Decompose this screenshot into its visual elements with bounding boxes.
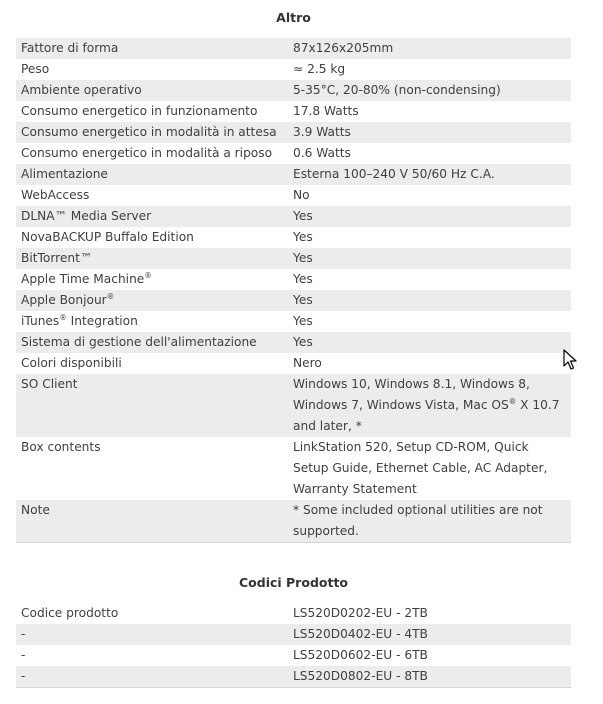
spec-label: NovaBACKUP Buffalo Edition <box>21 230 194 244</box>
spec-label: Alimentazione <box>16 164 288 185</box>
table-row <box>16 143 571 164</box>
table-row <box>16 666 571 688</box>
spec-value-cell <box>288 374 571 437</box>
table-row <box>16 311 571 332</box>
spec-value: 87x126x205mm <box>288 38 571 59</box>
table-row <box>16 122 571 143</box>
table-row <box>16 80 571 101</box>
spec-label: Sistema di gestione dell'alimentazione <box>16 332 288 353</box>
code-label: - <box>16 624 288 645</box>
spec-value: 0.6 Watts <box>293 146 351 160</box>
spec-value: LinkStation 520, Setup CD-ROM, Quick Setup Guide, Ethernet Cable, AC Adapter, Warranty Statement <box>293 440 548 496</box>
spec-label: DLNA™ Media Server <box>16 206 288 227</box>
spec-value: Yes <box>293 314 313 328</box>
spec-label: Consumo energetico in modalità a riposo <box>21 146 273 160</box>
table-row <box>16 185 571 206</box>
table-row <box>16 101 571 122</box>
table-row <box>16 353 571 374</box>
table-row <box>16 332 571 353</box>
spec-label-suffix: Integration <box>66 314 138 328</box>
table-row <box>16 624 571 645</box>
section-title-altro: Altro <box>276 10 311 25</box>
spec-label: Consumo energetico in funzionamento <box>21 104 258 118</box>
spec-value: 17.8 Watts <box>293 104 359 118</box>
spec-value: Yes <box>293 230 313 244</box>
spec-label: Ambiente operativo <box>16 80 288 101</box>
registered-mark: ® <box>59 312 67 322</box>
registered-mark: ® <box>144 270 152 280</box>
spec-value: Yes <box>293 272 313 286</box>
table-row <box>16 645 571 666</box>
spec-label: Peso <box>21 62 50 76</box>
spec-label: SO Client <box>16 374 288 437</box>
spec-label: BitTorrent™ <box>16 248 288 269</box>
table-row <box>16 38 571 59</box>
table-row <box>16 603 571 624</box>
table-row <box>16 500 571 543</box>
spec-label: Note <box>16 500 288 543</box>
table-row <box>16 248 571 269</box>
specs-table-altro <box>16 38 571 543</box>
spec-value: Windows 10, Windows 8.1, Windows 8, Windows 7, Windows Vista, Mac OS <box>293 377 530 412</box>
table-row <box>16 437 571 500</box>
spec-value: No <box>293 188 310 202</box>
table-row <box>16 164 571 185</box>
spec-label-cell <box>16 290 288 311</box>
code-value: LS520D0202-EU - 2TB <box>293 606 428 620</box>
spec-label: Colori disponibili <box>21 356 122 370</box>
code-label: - <box>21 648 26 662</box>
spec-value-suffix: X 10.7 and later, * <box>293 398 560 433</box>
code-value: LS520D0602-EU - 6TB <box>293 648 428 662</box>
table-row <box>16 59 571 80</box>
spec-label: WebAccess <box>21 188 90 202</box>
registered-mark: ® <box>508 396 517 406</box>
spec-label-cell <box>16 269 288 290</box>
table-row <box>16 290 571 311</box>
table-row <box>16 269 571 290</box>
table-row <box>16 374 571 437</box>
code-value: LS520D0402-EU - 4TB <box>288 624 571 645</box>
spec-value: ≈ 2.5 kg <box>293 62 346 76</box>
spec-value: 5-35°C, 20-80% (non-condensing) <box>288 80 571 101</box>
mouse-cursor-icon <box>563 349 577 371</box>
spec-value: Yes <box>288 332 571 353</box>
spec-value: * Some included optional utilities are not supported. <box>288 500 571 543</box>
spec-label: Apple Time Machine <box>21 272 145 286</box>
spec-label: Consumo energetico in modalità in attesa <box>16 122 288 143</box>
spec-value: Esterna 100–240 V 50/60 Hz C.A. <box>288 164 571 185</box>
spec-value: Nero <box>293 356 322 370</box>
spec-label: Box contents <box>21 440 101 454</box>
spec-label: Fattore di forma <box>16 38 288 59</box>
table-row <box>16 227 571 248</box>
product-codes-table <box>16 603 571 688</box>
spec-label: iTunes <box>21 314 60 328</box>
table-row <box>16 206 571 227</box>
spec-value: Yes <box>288 206 571 227</box>
code-label: - <box>16 666 288 688</box>
registered-mark: ® <box>106 291 115 301</box>
spec-label-cell <box>16 311 288 332</box>
section-title-codici-prodotto: Codici Prodotto <box>238 575 349 590</box>
spec-value: 3.9 Watts <box>288 122 571 143</box>
spec-value: Yes <box>288 290 571 311</box>
spec-value: Yes <box>288 248 571 269</box>
code-value: LS520D0802-EU - 8TB <box>288 666 571 688</box>
spec-label: Apple Bonjour <box>21 293 107 307</box>
code-label: Codice prodotto <box>21 606 119 620</box>
